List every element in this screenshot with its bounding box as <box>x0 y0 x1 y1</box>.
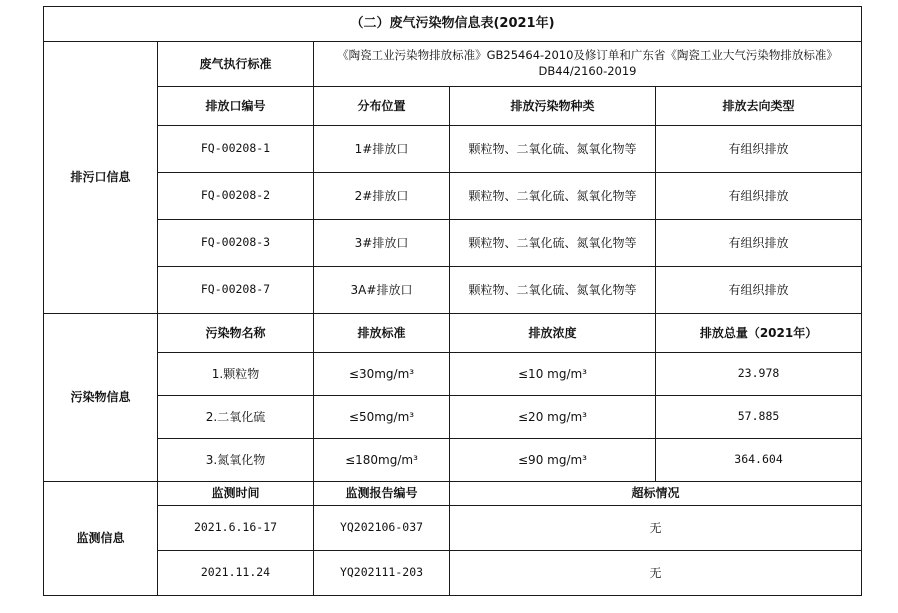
outlet-location: 1#排放口 <box>314 126 450 173</box>
header-outlet-id: 排放口编号 <box>158 87 314 126</box>
monitoring-time: 2021.6.16-17 <box>158 506 314 551</box>
table-row <box>44 267 862 314</box>
header-discharge-type: 排放去向类型 <box>656 87 862 126</box>
outlet-id: FQ-00208-1 <box>158 126 314 173</box>
outlet-discharge-type: 有组织排放 <box>656 126 862 173</box>
outlet-location: 3#排放口 <box>314 220 450 267</box>
header-monitoring-time: 监测时间 <box>158 482 314 506</box>
table-row <box>44 126 862 173</box>
outlet-discharge-type: 有组织排放 <box>656 173 862 220</box>
emission-standard: ≤30mg/m³ <box>314 353 450 396</box>
header-pollutant-name: 污染物名称 <box>158 314 314 353</box>
pollutant-header-row <box>44 314 862 353</box>
header-location: 分布位置 <box>314 87 450 126</box>
pollutant-name: 1.颗粒物 <box>158 353 314 396</box>
waste-gas-pollutant-table <box>43 6 862 596</box>
standard-row <box>44 42 862 87</box>
outlet-discharge-type: 有组织排放 <box>656 267 862 314</box>
exceedance-status: 无 <box>450 551 862 596</box>
emission-concentration: ≤90 mg/m³ <box>450 439 656 482</box>
table-row <box>44 396 862 439</box>
emission-total: 23.978 <box>656 353 862 396</box>
emission-concentration: ≤20 mg/m³ <box>450 396 656 439</box>
section-label-monitoring-info: 监测信息 <box>44 482 158 596</box>
table-row <box>44 220 862 267</box>
section-label-pollutant-info: 污染物信息 <box>44 314 158 482</box>
outlet-pollutants: 颗粒物、二氧化硫、氮氧化物等 <box>450 220 656 267</box>
emission-standard: ≤180mg/m³ <box>314 439 450 482</box>
report-number: YQ202106-037 <box>314 506 450 551</box>
header-pollutant-types: 排放污染物种类 <box>450 87 656 126</box>
monitoring-time: 2021.11.24 <box>158 551 314 596</box>
outlet-location: 2#排放口 <box>314 173 450 220</box>
outlet-pollutants: 颗粒物、二氧化硫、氮氧化物等 <box>450 267 656 314</box>
outlet-id: FQ-00208-2 <box>158 173 314 220</box>
table-row <box>44 173 862 220</box>
outlet-pollutants: 颗粒物、二氧化硫、氮氧化物等 <box>450 126 656 173</box>
table-row <box>44 353 862 396</box>
header-exceedance: 超标情况 <box>450 482 862 506</box>
report-number: YQ202111-203 <box>314 551 450 596</box>
pollutant-name: 3.氮氧化物 <box>158 439 314 482</box>
standard-text: 《陶瓷工业污染物排放标准》GB25464-2010及修订单和广东省《陶瓷工业大气污染物排放标准》DB44/2160-2019 <box>314 42 862 87</box>
outlet-location: 3A#排放口 <box>314 267 450 314</box>
header-emission-total: 排放总量（2021年） <box>656 314 862 353</box>
emission-total: 57.885 <box>656 396 862 439</box>
header-emission-standard: 排放标准 <box>314 314 450 353</box>
table-title: （二）废气污染物信息表(2021年) <box>44 7 862 42</box>
header-emission-concentration: 排放浓度 <box>450 314 656 353</box>
header-report-number: 监测报告编号 <box>314 482 450 506</box>
outlet-discharge-type: 有组织排放 <box>656 220 862 267</box>
outlet-id: FQ-00208-3 <box>158 220 314 267</box>
table-row <box>44 506 862 551</box>
pollutant-name: 2.二氧化硫 <box>158 396 314 439</box>
table-row <box>44 551 862 596</box>
emission-concentration: ≤10 mg/m³ <box>450 353 656 396</box>
table-row <box>44 439 862 482</box>
section-label-outlet-info: 排污口信息 <box>44 42 158 314</box>
outlet-id: FQ-00208-7 <box>158 267 314 314</box>
monitoring-header-row <box>44 482 862 506</box>
emission-total: 364.604 <box>656 439 862 482</box>
title-row <box>44 7 862 42</box>
standard-label: 废气执行标准 <box>158 42 314 87</box>
outlet-pollutants: 颗粒物、二氧化硫、氮氧化物等 <box>450 173 656 220</box>
exceedance-status: 无 <box>450 506 862 551</box>
outlet-header-row <box>44 87 862 126</box>
emission-standard: ≤50mg/m³ <box>314 396 450 439</box>
